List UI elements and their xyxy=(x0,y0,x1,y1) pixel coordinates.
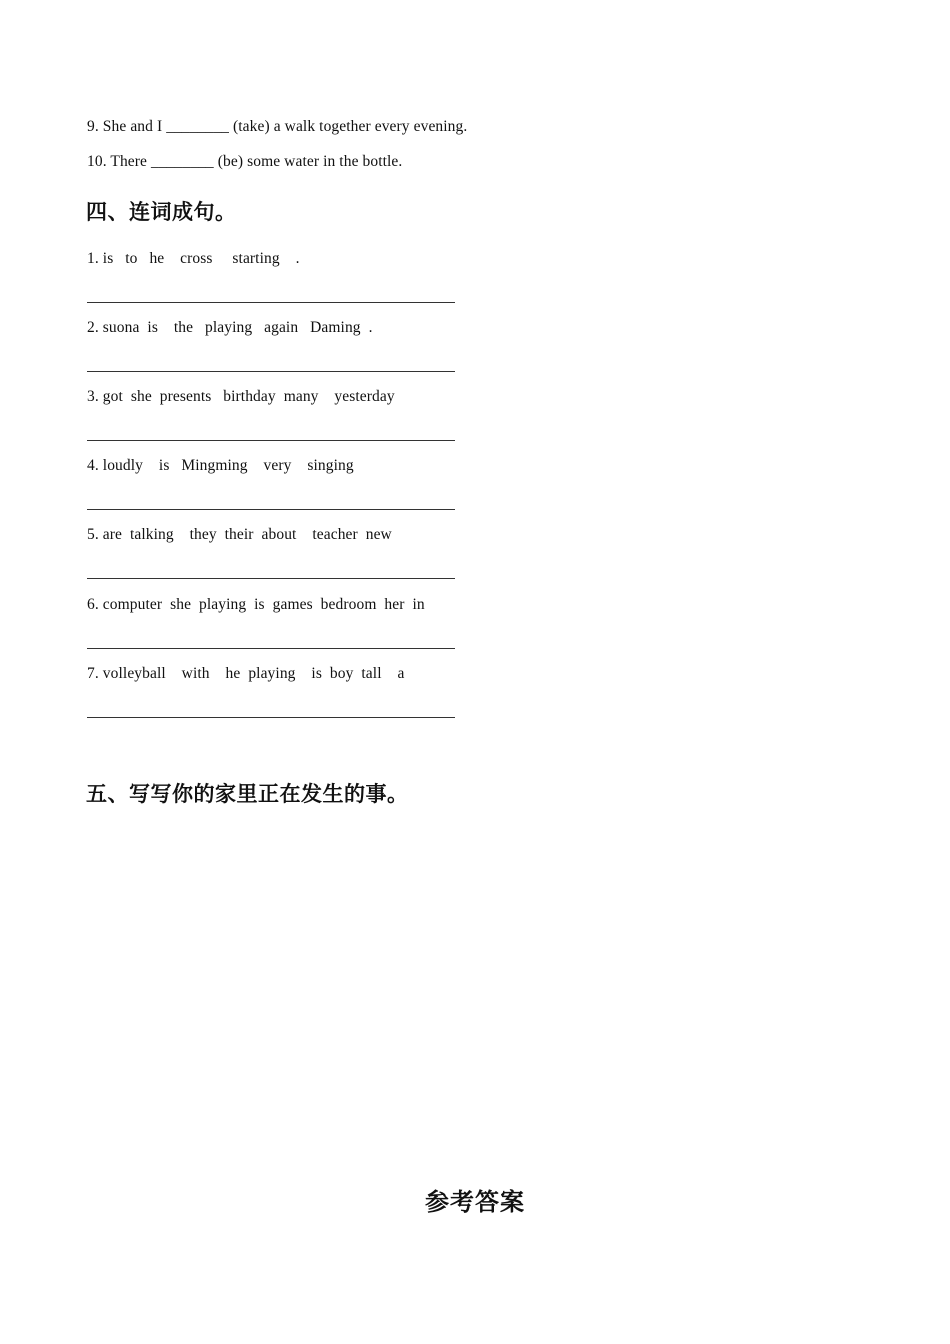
section-5-title: 五、写写你的家里正在发生的事。 xyxy=(86,782,409,806)
answer-key-title: 参考答案 xyxy=(425,1188,525,1216)
reorder-question-6: 6. computer she playing is games bedroom her in xyxy=(87,596,425,613)
reorder-question-3: 3. got she presents birthday many yesterday xyxy=(87,388,395,405)
answer-line-4 xyxy=(87,509,455,510)
answer-line-3 xyxy=(87,440,455,441)
answer-line-7 xyxy=(87,717,455,718)
reorder-question-4: 4. loudly is Mingming very singing xyxy=(87,457,354,474)
fill-blank-q9: 9. She and I ________ (take) a walk together every evening. xyxy=(87,118,468,135)
answer-line-6 xyxy=(87,648,455,649)
fill-blank-q10: 10. There ________ (be) some water in the bottle. xyxy=(87,153,403,170)
answer-line-1 xyxy=(87,302,455,303)
reorder-question-1: 1. is to he cross starting . xyxy=(87,250,300,267)
section-4-title: 四、连词成句。 xyxy=(86,200,237,224)
reorder-question-2: 2. suona is the playing again Daming . xyxy=(87,319,373,336)
answer-line-2 xyxy=(87,371,455,372)
reorder-question-7: 7. volleyball with he playing is boy tall a xyxy=(87,665,405,682)
answer-line-5 xyxy=(87,578,455,579)
reorder-question-5: 5. are talking they their about teacher new xyxy=(87,526,392,543)
